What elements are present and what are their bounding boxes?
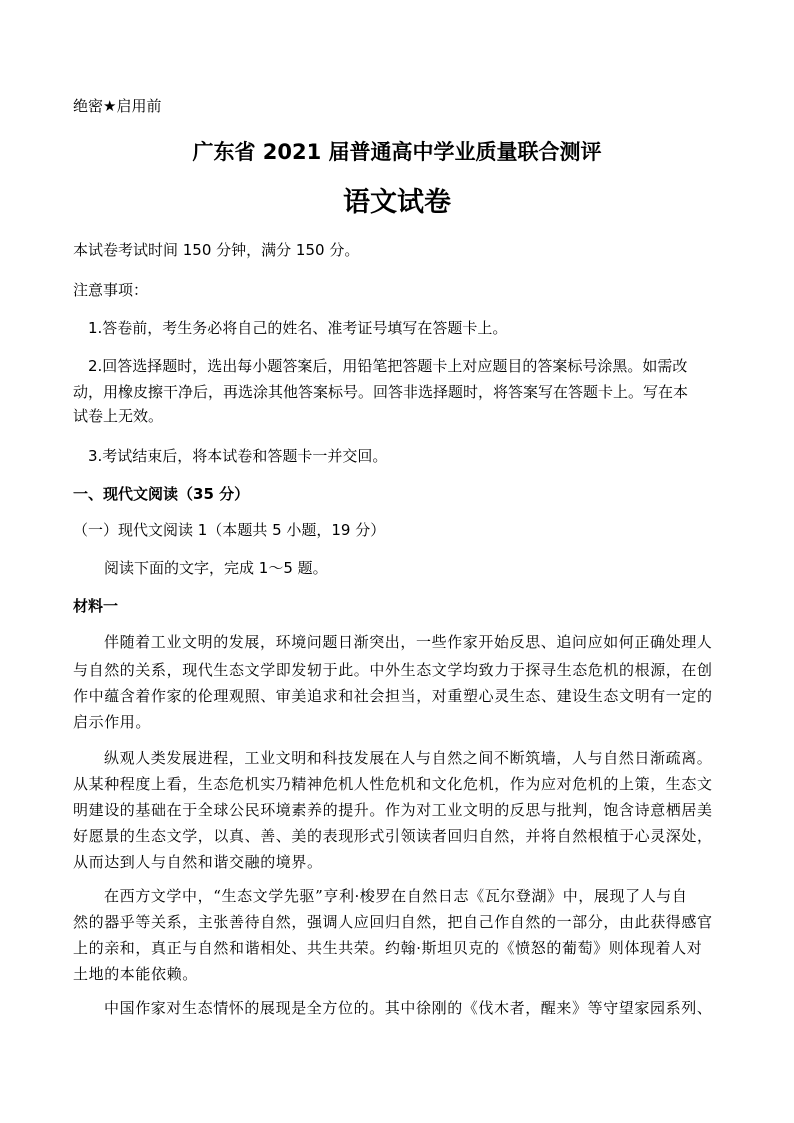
notice-item-2-line-2: 动，用橡皮擦干净后，再选涂其他答案标号。回答非选择题时，将答案写在答题卡上。写在本 <box>73 383 689 401</box>
reading-instruction: 阅读下面的文字，完成 1～5 题。 <box>104 559 328 577</box>
passage-line: 上的亲和，真正与自然和谐相处、共生共荣。约翰·斯坦贝克的《愤怒的葡萄》则体现着人对 <box>73 939 703 957</box>
exam-title: 广东省 2021 届普通高中学业质量联合测评 <box>192 140 602 164</box>
notice-item-3: 3.考试结束后，将本试卷和答题卡一并交回。 <box>88 447 388 465</box>
passage-line: 从某种程度上看，生态危机实乃精神危机人性危机和文化危机，作为应对危机的上策，生态文 <box>73 775 713 793</box>
passage-line: 伴随着工业文明的发展，环境问题日渐突出，一些作家开始反思、追问应如何正确处理人 <box>104 633 713 651</box>
confidential-label: 绝密★启用前 <box>73 97 162 115</box>
passage-line: 好愿景的生态文学，以真、善、美的表现形式引领读者回归自然，并将自然根植于心灵深处， <box>73 827 713 845</box>
passage-line: 然的器乎等关系，主张善待自然，强调人应回归自然，把自己作自然的一部分，由此获得感官 <box>73 913 713 931</box>
passage-line: 启示作用。 <box>73 713 152 731</box>
passage-line: 土地的本能依赖。 <box>73 965 198 983</box>
passage-line: 从而达到人与自然和谐交融的境界。 <box>73 853 323 871</box>
notice-heading: 注意事项： <box>73 281 149 299</box>
subsection-heading: （一）现代文阅读 1（本题共 5 小题，19 分） <box>73 521 386 539</box>
time-score-note: 本试卷考试时间 150 分钟，满分 150 分。 <box>73 241 360 259</box>
passage-line: 与自然的关系，现代生态文学即发轫于此。中外生态文学均致力于探寻生态危机的根源，在创 <box>73 661 713 679</box>
section-heading: 一、现代文阅读（35 分） <box>73 485 250 503</box>
material-label: 材料一 <box>73 597 119 615</box>
passage-line: 在西方文学中，“生态文学先驱”亨利·梭罗在自然日志《瓦尔登湖》中，展现了人与自 <box>104 887 688 905</box>
notice-item-2-line-3: 试卷上无效。 <box>73 407 164 425</box>
notice-item-1: 1.答卷前，考生务必将自己的姓名、准考证号填写在答题卡上。 <box>88 319 508 337</box>
passage-line: 中国作家对生态情怀的展现是全方位的。其中徐刚的《伐木者，醒来》等守望家园系列、 <box>104 999 713 1017</box>
notice-item-2-line-1: 2.回答选择题时，选出每小题答案后，用铅笔把答题卡上对应题目的答案标号涂黑。如需改 <box>88 357 688 375</box>
subject-title: 语文试卷 <box>343 187 451 218</box>
passage-line: 作中蕴含着作家的伦理观照、审美追求和社会担当，对重塑心灵生态、建设生态文明有一定的 <box>73 687 713 705</box>
passage-line: 明建设的基础在于全球公民环境素养的提升。作为对工业文明的反思与批判，饱含诗意栖居美 <box>73 801 713 819</box>
passage-line: 纵观人类发展进程，工业文明和科技发展在人与自然之间不断筑墙，人与自然日渐疏离。 <box>104 749 713 767</box>
